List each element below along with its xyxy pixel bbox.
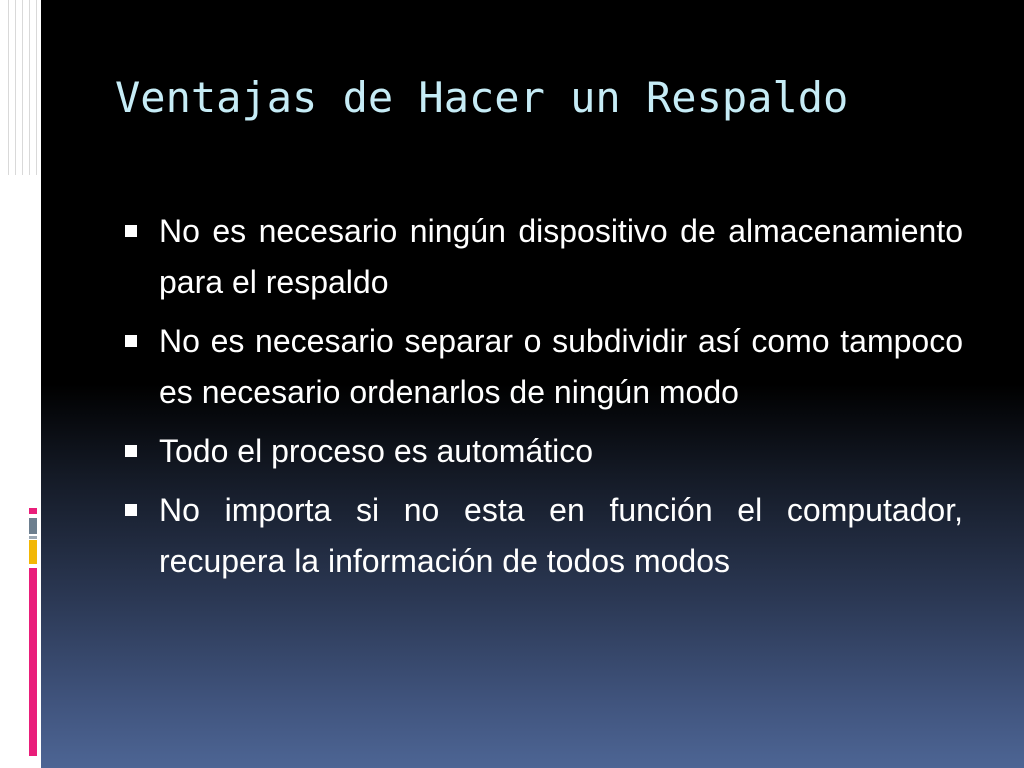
bullet-item xyxy=(121,485,963,587)
square-bullet-icon xyxy=(125,504,137,516)
bullet-text: No es necesario ningún dispositivo de almacenamiento para el respaldo xyxy=(159,213,963,300)
square-bullet-icon xyxy=(125,225,137,237)
accent-bar-gray-thin xyxy=(29,536,37,539)
accent-bar-gray xyxy=(29,518,37,534)
bullet-item xyxy=(121,426,963,477)
accent-bar-pink-small xyxy=(29,508,37,514)
decorative-stripes xyxy=(2,0,38,175)
accent-bar-pink xyxy=(29,568,37,756)
bullet-item xyxy=(121,316,963,418)
bullet-text: No importa si no esta en función el computador, recupera la información de todos modos xyxy=(159,492,963,579)
square-bullet-icon xyxy=(125,445,137,457)
slide-title: Ventajas de Hacer un Respaldo xyxy=(115,73,849,122)
square-bullet-icon xyxy=(125,335,137,347)
bullet-text: Todo el proceso es automático xyxy=(159,433,594,469)
bullet-text: No es necesario separar o subdividir así como tampoco es necesario ordenarlos de ningún modo xyxy=(159,323,963,410)
bullet-list xyxy=(121,206,963,595)
bullet-item xyxy=(121,206,963,308)
accent-bar-yellow xyxy=(29,540,37,564)
